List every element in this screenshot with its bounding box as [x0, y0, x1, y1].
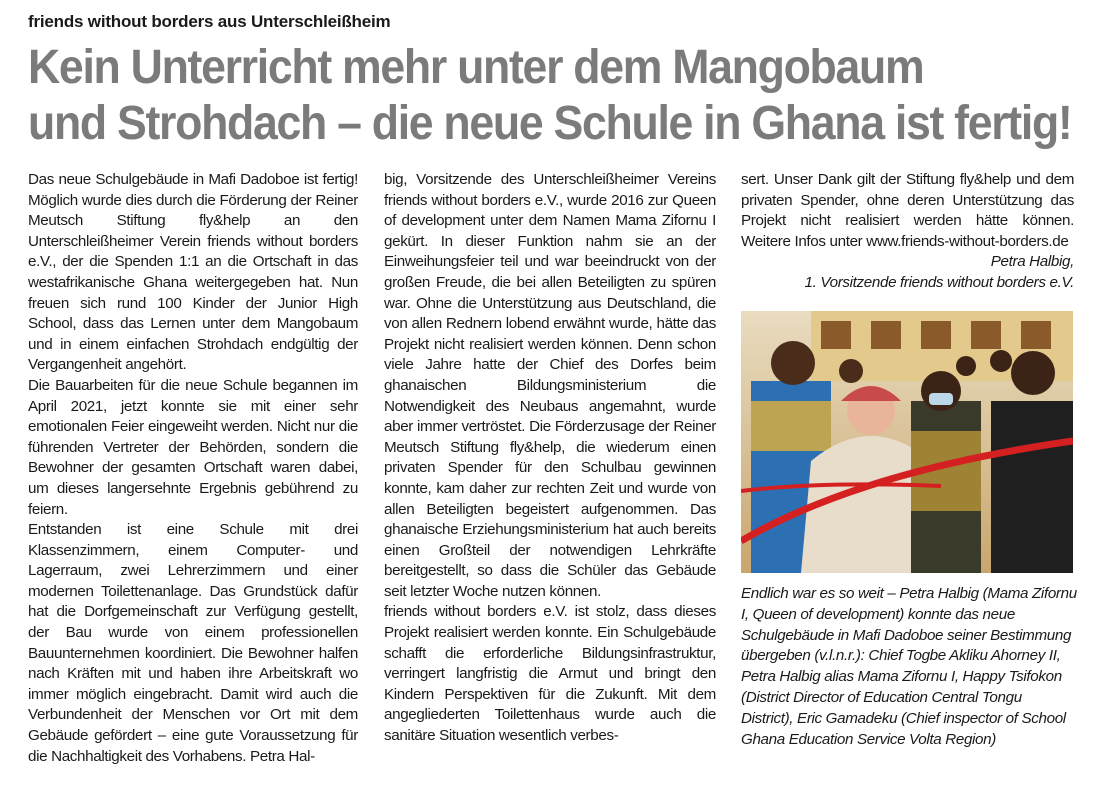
paragraph: Die Bauarbeiten für die neue Schule begannen im April 2021, jetzt konnte sie mit einer sehr emotionalen Feier eingeweiht werden. Nicht nur die führenden Vertreter der Behörden, sondern die Bewohner der gesamten Ortschaft waren dabei, um dieses langersehnte Ergebnis gebührend zu feiern.: [28, 376, 358, 518]
paragraph: sert. Unser Dank gilt der Stiftung fly&help und dem privaten Spender, ohne deren Unterstützung das Projekt nicht realisiert werden hätte können. Weitere Infos unter www.friends-without-borders.de: [741, 171, 1074, 250]
photo-illustration: [741, 311, 1073, 573]
article-column-1: [28, 170, 358, 767]
paragraph: Das neue Schulgebäude in Mafi Dadoboe ist fertig! Möglich wurde dies durch die Förderung der Reiner Meutsch Stiftung fly&help an den Unterschleißheimer Verein friends without borders e.V., der die Spenden 1:1 an die Ortschaft in das westafrikanische Ghana weitergegeben hat. Nun freuen sich rund 100 Kinder der Junior High School, dass das Lernen unter dem Mangobaum und in einem einfachen Strohdach endgültig der Vergangenheit angehört.: [28, 171, 358, 374]
kicker: friends without borders aus Unterschleißheim: [28, 12, 391, 31]
photo-caption: [741, 584, 1077, 750]
ribbon-cutting-photo: [741, 311, 1073, 573]
headline-line-2: und Strohdach – die neue Schule in Ghana ist fertig!: [28, 97, 1072, 150]
headline: [28, 40, 1072, 152]
paragraph: Entstanden ist eine Schule mit drei Klassenzimmern, einem Computer- und Lagerraum, zwei Lehrerzimmern und einer modernen Toilettenanlage. Das Grundstück dafür hat die Dorfgemeinschaft zur Verfügung gestellt, der Bau wurde von einem professionellen Bauunternehmen koordiniert. Die Bewohner halfen nach Kräften mit und haben ihre Arbeitskraft wo immer möglich eingebracht. Damit wird auch die Verbundenheit der Menschen vor Ort mit dem Gebäude gefördert – eine gute Voraussetzung für die Nachhaltigkeit des Vorhabens. Petra Hal-: [28, 521, 358, 765]
signature-name: Petra Halbig,: [990, 253, 1074, 271]
headline-line-1: Kein Unterricht mehr unter dem Mangobaum: [28, 41, 924, 94]
paragraph: friends without borders e.V. ist stolz, dass dieses Projekt realisiert werden konnte. Ein Schulgebäude schafft die erforderliche Bildungsinfrastruktur, verringert langfristig die Armut und bringt den Kindern Perspektiven für die Zukunft. Mit dem angegliederten Toilettenhaus wurde auch die sanitäre Situation wesentlich verbes-: [384, 603, 716, 745]
article-column-3: [741, 170, 1074, 294]
signature-role: 1. Vorsitzende friends without borders e.V.: [804, 273, 1074, 291]
article-column-2: [384, 170, 716, 747]
caption-text: Endlich war es so weit – Petra Halbig (Mama Zifornu I, Queen of development) konnte das neue Schulgebäude in Mafi Dadoboe seiner Bestimmung übergeben (v.l.n.r.): Chief Togbe Akliku Ahorney II, Petra Halbig alias Mama Zifornu I, Happy Tsifokon (District Director of Education Central Tongu District), Eric Gamadeku (Chief inspector of School Ghana Education Service Volta Region): [741, 585, 1077, 748]
paragraph: big, Vorsitzende des Unterschleißheimer Vereins friends without borders e.V., wurde 2016 zur Queen of development unter dem Namen Mama Zifornu I gekürt. In dieser Funktion nahm sie an der Einweihungsfeier teil und war beeindruckt von der großen Freude, die bei allen Beteiligten zu spüren war. Ohne die Unterstützung aus Deutschland, die von allen Rednern lobend erwähnt wurde, hätte das Projekt nicht realisiert werden können. Denn schon viele Jahre hatte der Chief des Dorfes beim ghanaischen Bildungsministerium die Notwendigkeit des Neubaus angemahnt, wurde aber immer vertröstet. Die Förderzusage der Reiner Meutsch Stiftung fly&help, die wiederum einen privaten Spender für den Schulbau gewinnen konnte, kam daher zur rechten Zeit und wurde von allen Beteiligten begeistert aufgenommen. Das ghanaische Erziehungsministerium hat auch bereits einen Großteil der notwendigen Lehrkräfte bereitgestellt, so dass die Schüler das Gebäude seit letzter Woche nutzen können.: [384, 171, 716, 600]
